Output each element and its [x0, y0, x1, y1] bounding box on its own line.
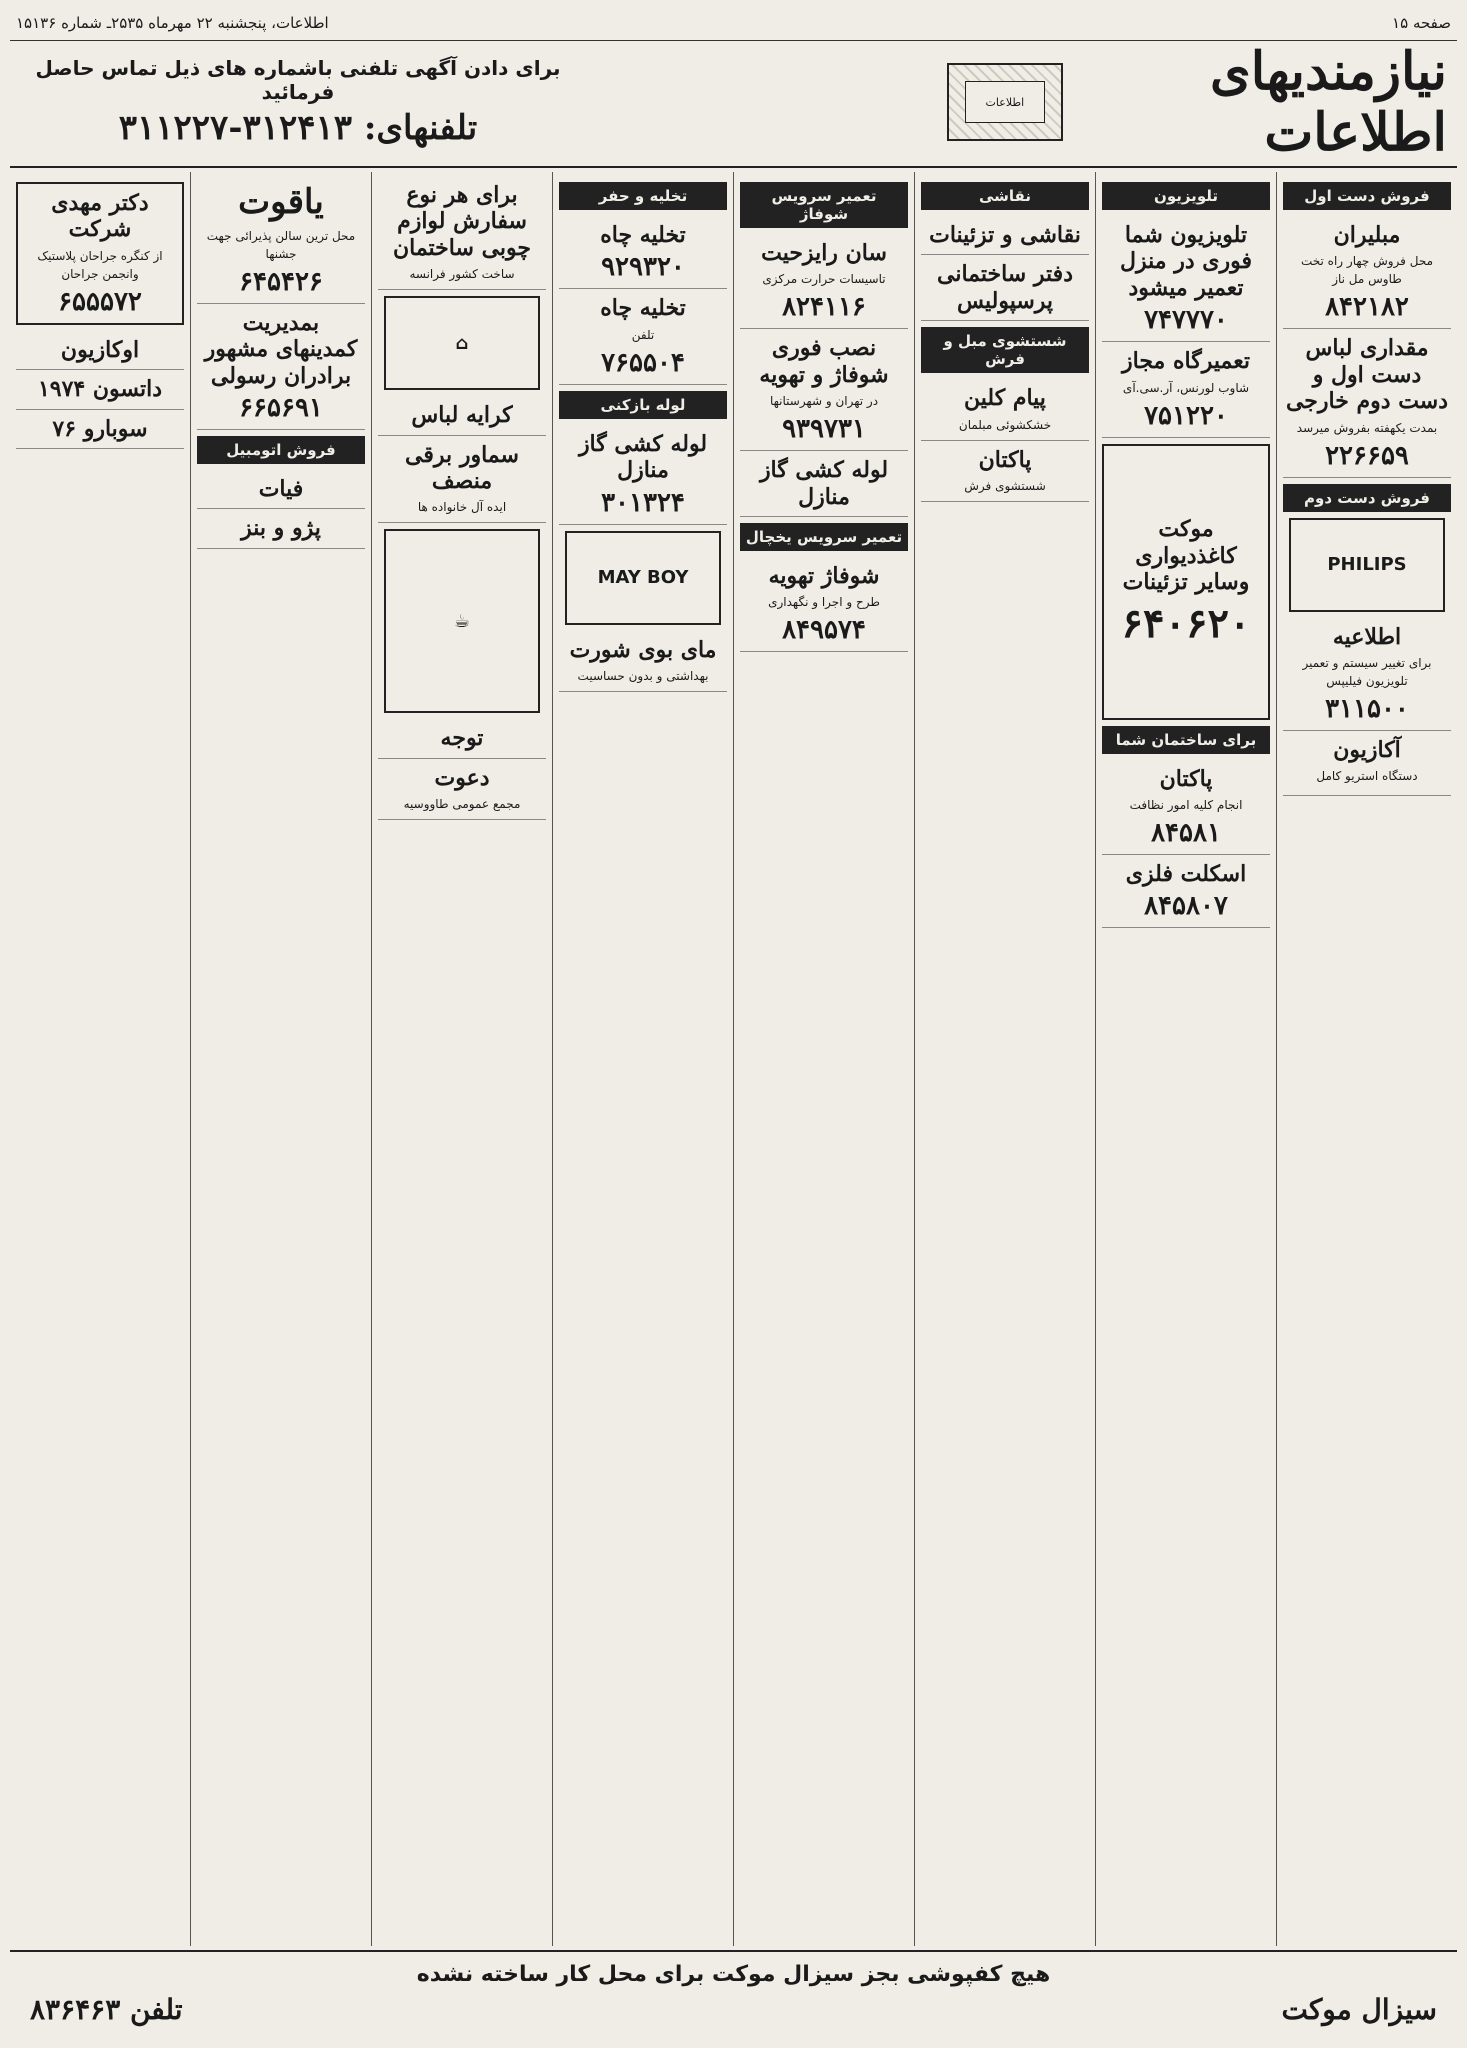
footer-brand: سیزال موکت: [1281, 1993, 1437, 2026]
ad-block: [1283, 731, 1451, 796]
ad-heading: داتسون ۱۹۷۴: [37, 376, 163, 403]
ad-heading: سوبارو ۷۶: [52, 415, 148, 442]
ad-heading: آکازیون: [1333, 736, 1401, 763]
ad-block: [1102, 855, 1270, 928]
ad-block: [559, 631, 727, 692]
ad-heading: پژو و بنز: [241, 515, 321, 542]
ad-block: [559, 289, 727, 384]
ad-text: مجمع عمومی طاووسیه: [403, 797, 521, 812]
ad-block: [1102, 760, 1270, 855]
ad-block: [1102, 216, 1270, 342]
phone-box: [18, 56, 578, 148]
ad-block: [559, 425, 727, 525]
ad-text: دستگاه استریو کامل: [1316, 769, 1418, 784]
ad-block: [740, 234, 908, 329]
ad-heading: سماور برقی منصف: [405, 441, 519, 494]
ad-heading: توجه: [440, 725, 484, 752]
ad-block: [921, 441, 1089, 502]
ad-block: [1283, 618, 1451, 731]
section-heading: تخلیه و حفر: [559, 182, 727, 210]
ad-block: [378, 759, 546, 820]
column-3: [914, 172, 1095, 1946]
ad-heading: موکت کاغذدیواری وسایر تزئینات: [1122, 516, 1250, 596]
ad-heading: مبلیران: [1333, 222, 1401, 248]
ad-phone: ۹۳۹۷۳۱: [782, 414, 866, 445]
ad-heading: پاکتان: [978, 446, 1032, 473]
ad-block: [197, 470, 365, 509]
ad-block: [1102, 342, 1270, 437]
ad-block: [378, 719, 546, 758]
ad-text: محل فروش چهار راه تخت طاوس مل ناز: [1300, 254, 1433, 287]
ad-block: [197, 304, 365, 430]
ad-heading: شوفاژ تهویه: [768, 562, 880, 589]
column-8: [10, 172, 190, 1946]
ad-heading: تعمیرگاه مجاز: [1122, 348, 1250, 375]
ad-phone: ۳۱۱۵۰۰: [1325, 693, 1409, 724]
ad-block: [1283, 329, 1451, 477]
ad-heading: اوکازیون: [60, 336, 140, 363]
ad-heading: دفتر ساختمانی پرسپولیس: [936, 261, 1073, 314]
ad-block: [378, 396, 546, 435]
ad-text: محل ترین سالن پذیرائی جهت جشنها: [206, 228, 356, 261]
column-5: [552, 172, 733, 1946]
ad-block: [740, 557, 908, 652]
ad-heading: نقاشی و تزئینات: [929, 222, 1081, 248]
philips-logo-icon: PHILIPS: [1289, 518, 1444, 612]
ad-block: [16, 370, 184, 409]
ad-phone: ۳۰۱۳۲۴: [601, 487, 685, 518]
newspaper-emblem-icon: [947, 63, 1063, 141]
column-6: [371, 172, 552, 1946]
ad-phone: ۹۲۹۳۲۰: [601, 252, 685, 283]
ad-phone: ۶۵۵۵۷۲: [58, 286, 142, 317]
ad-phone: ۲۲۶۶۵۹: [1325, 440, 1409, 471]
masthead-title: نیازمندیهای اطلاعات: [1210, 41, 1447, 163]
phone-numbers: تلفنهای: ۳۱۲۴۱۳-۳۱۱۲۲۷: [118, 108, 478, 148]
section-heading: نقاشی: [921, 182, 1089, 210]
section-heading: برای ساختمان شما: [1102, 726, 1270, 754]
ad-text: بهداشتی و بدون حساسیت: [577, 668, 709, 683]
ad-block: [378, 176, 546, 290]
ad-block: [1102, 444, 1270, 720]
ad-heading: لوله کشی گاز منازل: [578, 430, 708, 484]
ad-phone: ۸۲۴۱۱۶: [782, 292, 866, 323]
ad-text: ساخت کشور فرانسه: [409, 267, 515, 282]
ad-block: [740, 451, 908, 517]
section-heading: شستشوی مبل و فرش: [921, 327, 1089, 373]
ad-heading: برای هر نوع سفارش لوازم چوبی ساختمان: [392, 182, 532, 261]
ad-text: ایده آل خانواده ها: [417, 500, 507, 515]
column-1: [1276, 172, 1457, 1946]
ad-heading: لوله کشی گاز منازل: [759, 457, 889, 510]
ad-heading: مقداری لباس دست اول و دست دوم خارجی: [1285, 335, 1449, 415]
ad-heading: پیام کلین: [964, 385, 1046, 412]
ad-phone: ۸۴۹۵۷۴: [782, 615, 866, 646]
ad-block: [740, 329, 908, 451]
folio-line: [10, 6, 1457, 41]
section-heading: فروش اتومبیل: [197, 436, 365, 464]
ad-block: [197, 509, 365, 548]
column-2: [1095, 172, 1276, 1946]
ad-block: [378, 436, 546, 524]
section-heading: تعمیر سرویس شوفاژ: [740, 182, 908, 228]
ad-heading: اسکلت فلزی: [1125, 860, 1247, 887]
ad-text: شستشوی فرش: [964, 478, 1046, 493]
ad-text: تلفن: [631, 327, 655, 342]
ad-phone: ۶۴۰۶۲۰: [1121, 599, 1251, 647]
call-text: برای دادن آگهی تلفنی باشماره های ذیل تماس حاصل فرمائید: [35, 56, 561, 104]
ad-heading: فیات: [258, 475, 304, 502]
ad-heading: نصب فوری شوفاژ و تهویه: [759, 335, 889, 388]
section-heading: فروش دست دوم: [1283, 484, 1451, 512]
classified-columns: [10, 172, 1457, 1946]
emblem-text: اطلاعات: [965, 81, 1045, 123]
ad-text: تاسیسات حرارت مرکزی: [762, 272, 886, 287]
column-4: [733, 172, 914, 1946]
ad-text: خشکشوئی مبلمان: [958, 417, 1052, 432]
ad-block: [1283, 216, 1451, 329]
ad-heading: یاقوت: [238, 182, 324, 222]
ad-heading: دعوت: [434, 764, 490, 791]
ad-phone: ۷۶۵۵۰۴: [601, 347, 685, 378]
company-logo-icon: ⌂: [384, 296, 539, 390]
section-heading: تلویزیون: [1102, 182, 1270, 210]
ad-heading: پاکتان: [1159, 765, 1213, 792]
masthead: [947, 41, 1447, 163]
ad-block: [921, 255, 1089, 321]
samovar-image-icon: ☕: [384, 529, 539, 713]
maybov-logo-icon: MAY BOY: [565, 531, 720, 625]
ad-heading: تخلیه چاه: [600, 295, 686, 322]
ad-phone: ۷۴۷۷۷۰: [1144, 305, 1228, 336]
ad-heading: اطلاعیه: [1332, 623, 1402, 650]
ad-phone: ۸۴۵۸۱: [1151, 817, 1221, 848]
footer-phone: تلفن ۸۳۶۴۶۳: [30, 1993, 183, 2026]
ad-heading: سان رایزحیت: [761, 240, 887, 266]
footer-bottom-line: [10, 1987, 1457, 2032]
ad-heading: مای بوی شورت: [569, 636, 717, 663]
ad-phone: ۸۴۵۸۰۷: [1144, 891, 1228, 922]
issue-label: اطلاعات، پنجشنبه ۲۲ مهرماه ۲۵۳۵ـ شماره ۱۵۱۳۶: [16, 14, 329, 32]
ad-phone: ۷۵۱۲۲۰: [1144, 400, 1228, 431]
ad-text: در تهران و شهرستانها: [769, 394, 879, 409]
ad-block: [197, 176, 365, 304]
page-label: صفحه ۱۵: [1392, 14, 1451, 32]
section-heading: لوله بازکنی: [559, 391, 727, 419]
footer-ad: [10, 1950, 1457, 2042]
ad-block: [16, 182, 184, 325]
ad-phone: ۶۴۵۴۲۶: [239, 266, 323, 297]
ad-text: برای تغییر سیستم و تعمیر تلویزیون فیلیپس: [1302, 655, 1432, 688]
section-heading: فروش دست اول: [1283, 182, 1451, 210]
ad-phone: ۸۴۲۱۸۲: [1325, 292, 1409, 323]
ad-heading: تخلیه چاه: [600, 222, 686, 248]
newspaper-page: [10, 6, 1457, 2042]
classified-header: [10, 41, 1457, 168]
ad-text: شاوب لورنس، آر.سی.آی: [1122, 380, 1250, 395]
ad-block: [921, 216, 1089, 255]
ad-phone: ۶۶۵۶۹۱: [239, 392, 323, 423]
ad-text: از کنگره جراحان پلاستیک وانجمن جراحان: [37, 248, 163, 281]
ad-block: [921, 379, 1089, 440]
ad-heading: کرایه لباس: [411, 402, 513, 429]
footer-top-text: هیچ کفپوشی بجز سیزال موکت برای محل کار ساخته نشده: [416, 1962, 1051, 1987]
ad-heading: بمدیریت کمدینهای مشهور برادران رسولی: [204, 309, 358, 389]
ad-text: بمدت یکهفته بفروش میرسد: [1296, 420, 1438, 435]
ad-block: [16, 331, 184, 370]
section-heading: تعمیر سرویس یخچال: [740, 523, 908, 551]
ad-heading: تلویزیون شما فوری در منزل تعمیر میشود: [1119, 222, 1252, 301]
ad-text: انجام کلیه امور نظافت: [1129, 797, 1243, 812]
ad-text: طرح و اجرا و نگهداری: [768, 595, 880, 610]
ad-heading: دکتر مهدی شرکت: [51, 190, 149, 243]
column-7: [190, 172, 371, 1946]
ad-block: [16, 410, 184, 449]
ad-block: [559, 216, 727, 289]
